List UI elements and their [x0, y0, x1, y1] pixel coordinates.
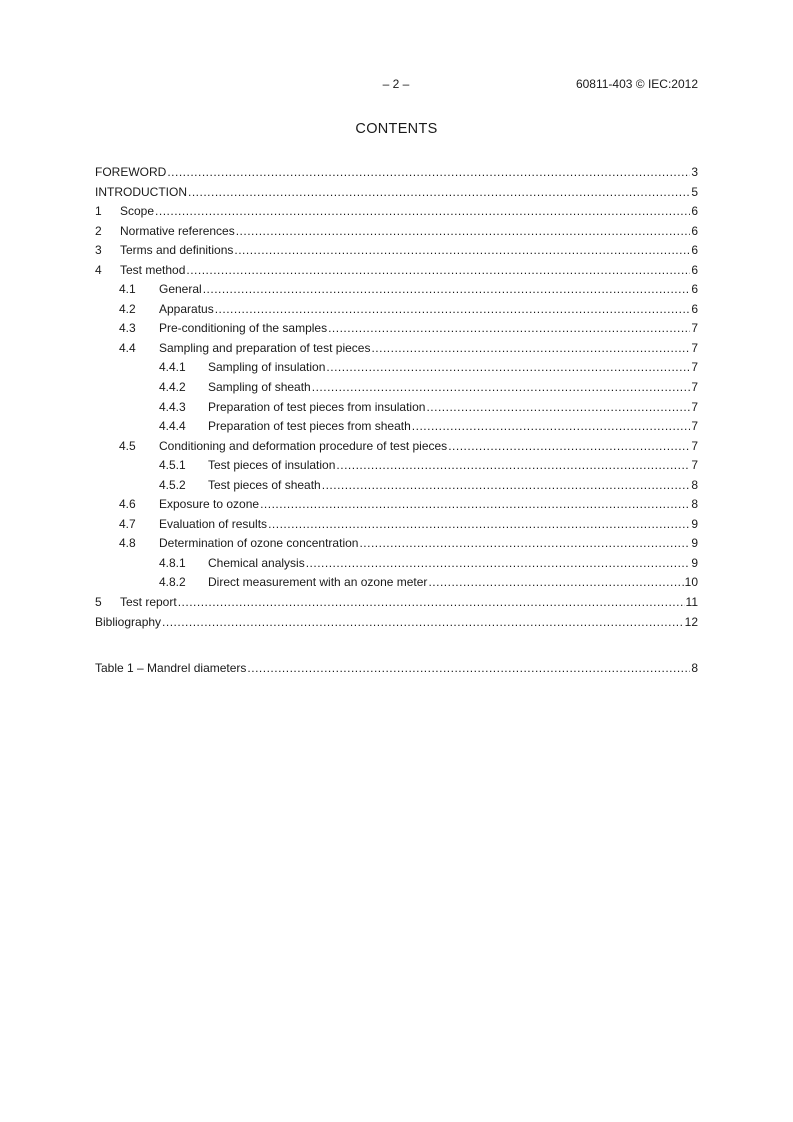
toc-entry-page: 7: [691, 419, 698, 434]
toc-entry-number: 4.4.2: [159, 380, 186, 395]
toc-entry-number: 5: [95, 595, 102, 610]
dot-leader: [428, 573, 683, 593]
dot-leader: [312, 378, 691, 398]
toc-entry-page: 7: [691, 458, 698, 473]
toc-entry[interactable]: [95, 319, 698, 339]
dot-leader: [215, 300, 691, 320]
toc-entry-number: 4.3: [119, 321, 136, 336]
toc-entry[interactable]: [95, 300, 698, 320]
toc-entry-title: Table 1 – Mandrel diameters: [95, 661, 247, 676]
dot-leader: [178, 593, 685, 613]
dot-leader: [155, 202, 690, 222]
toc-entries: [95, 163, 698, 632]
toc-entry-page: 9: [691, 555, 698, 570]
toc-entry-number: 4.8.1: [159, 555, 186, 570]
list-of-tables: [95, 659, 698, 679]
toc-entry-number: 4.5.2: [159, 477, 186, 492]
toc-entry-title: Test pieces of sheath: [208, 477, 321, 492]
toc-entry-number: 4.5.1: [159, 458, 186, 473]
toc-entry-number: 4.5: [119, 438, 136, 453]
toc-entry[interactable]: [95, 241, 698, 261]
toc-entry[interactable]: [95, 593, 698, 613]
toc-entry-number: 4.4: [119, 340, 136, 355]
document-identifier: 60811-403 © IEC:2012: [575, 77, 698, 91]
dot-leader: [162, 613, 684, 633]
dot-leader: [448, 437, 690, 457]
toc-entry-page: 7: [691, 399, 698, 414]
toc-entry-page: 3: [691, 165, 698, 179]
toc-entry-number: 4.2: [119, 301, 136, 316]
toc-entry-title: Test pieces of insulation: [208, 458, 336, 473]
toc-entry-number: 4.6: [119, 497, 136, 512]
table-of-contents: [95, 163, 698, 679]
toc-entry-title: Scope: [120, 204, 155, 219]
toc-entry-title: Test method: [120, 262, 186, 277]
toc-entry[interactable]: [95, 378, 698, 398]
dot-leader: [426, 398, 690, 418]
toc-entry[interactable]: [95, 476, 698, 496]
toc-entry[interactable]: [95, 398, 698, 418]
toc-entry[interactable]: [95, 339, 698, 359]
toc-entry-title: Normative references: [120, 223, 235, 238]
toc-entry-page: 11: [685, 595, 698, 610]
dot-leader: [234, 241, 690, 261]
toc-entry-number: 4.4.3: [159, 399, 186, 414]
toc-entry-title: Exposure to ozone: [159, 497, 260, 512]
toc-entry-page: 6: [691, 282, 698, 297]
toc-entry-page: 6: [691, 262, 698, 277]
toc-entry[interactable]: [95, 515, 698, 535]
toc-entry-title: Sampling of sheath: [208, 380, 311, 395]
dot-leader: [188, 183, 690, 203]
toc-entry-number: 4.1: [119, 282, 136, 297]
toc-entry-title: Pre-conditioning of the samples: [159, 321, 328, 336]
toc-entry-page: 8: [691, 477, 698, 492]
dot-leader: [412, 417, 691, 437]
toc-entry-page: 7: [691, 340, 698, 355]
toc-entry-title: Determination of ozone concentration: [159, 536, 359, 551]
dot-leader: [268, 515, 690, 535]
toc-entry-number: 4.4.4: [159, 419, 186, 434]
toc-entry[interactable]: [95, 222, 698, 242]
toc-entry-title: General: [159, 282, 202, 297]
dot-leader: [203, 280, 691, 300]
dot-leader: [306, 554, 691, 574]
toc-entry[interactable]: [95, 456, 698, 476]
toc-entry[interactable]: [95, 554, 698, 574]
dot-leader: [328, 319, 690, 339]
toc-entry-title: Evaluation of results: [159, 516, 268, 531]
toc-entry-number: 3: [95, 243, 102, 258]
toc-entry-title: Direct measurement with an ozone meter: [208, 575, 428, 590]
toc-entry[interactable]: [95, 659, 698, 679]
toc-entry[interactable]: [95, 163, 698, 183]
dot-leader: [260, 495, 690, 515]
toc-entry[interactable]: [95, 534, 698, 554]
dot-leader: [322, 476, 691, 496]
page-number: – 2 –: [382, 77, 410, 91]
toc-entry-page: 10: [684, 575, 698, 590]
toc-entry[interactable]: [95, 358, 698, 378]
toc-entry-title: Preparation of test pieces from sheath: [208, 419, 411, 434]
toc-entry-number: 4.8.2: [159, 575, 186, 590]
toc-entry-page: 6: [691, 301, 698, 316]
toc-entry-title: Test report: [120, 595, 177, 610]
toc-entry-title: Chemical analysis: [208, 555, 305, 570]
toc-entry[interactable]: [95, 261, 698, 281]
toc-entry[interactable]: [95, 613, 698, 633]
dot-leader: [371, 339, 690, 359]
toc-entry-number: 1: [95, 204, 102, 219]
dot-leader: [186, 261, 690, 281]
toc-entry-page: 7: [691, 380, 698, 395]
toc-entry[interactable]: [95, 280, 698, 300]
toc-entry[interactable]: [95, 202, 698, 222]
toc-entry-page: 7: [691, 360, 698, 375]
toc-entry-title: Preparation of test pieces from insulation: [208, 399, 426, 414]
toc-entry-title: Terms and definitions: [120, 243, 234, 258]
toc-entry-page: 9: [691, 536, 698, 551]
dot-leader: [167, 163, 690, 183]
toc-entry-number: 4: [95, 262, 102, 277]
dot-leader: [326, 358, 690, 378]
toc-entry-number: 4.7: [119, 516, 136, 531]
dot-leader: [247, 659, 690, 679]
toc-entry-page: 8: [691, 661, 698, 676]
dot-leader: [359, 534, 690, 554]
toc-entry-title: FOREWORD: [95, 165, 167, 179]
toc-gap: [95, 632, 698, 659]
toc-entry-page: 8: [691, 497, 698, 512]
toc-entry-page: 12: [684, 614, 698, 629]
toc-entry-number: 2: [95, 223, 102, 238]
toc-entry[interactable]: [95, 495, 698, 515]
toc-entry[interactable]: [95, 417, 698, 437]
toc-entry-page: 9: [691, 516, 698, 531]
toc-entry-page: 6: [691, 223, 698, 238]
contents-heading: CONTENTS: [355, 121, 438, 137]
toc-entry-page: 7: [691, 321, 698, 336]
dot-leader: [336, 456, 690, 476]
toc-entry[interactable]: [95, 573, 698, 593]
toc-entry-title: Bibliography: [95, 614, 162, 629]
toc-entry-title: INTRODUCTION: [95, 184, 187, 199]
toc-entry-page: 6: [691, 204, 698, 219]
dot-leader: [236, 222, 691, 242]
toc-entry-page: 7: [691, 438, 698, 453]
toc-entry[interactable]: [95, 437, 698, 457]
toc-entry-title: Conditioning and deformation procedure of test pieces: [159, 438, 448, 453]
toc-entry-title: Sampling and preparation of test pieces: [159, 340, 371, 355]
toc-entry-number: 4.8: [119, 536, 136, 551]
toc-entry-number: 4.4.1: [159, 360, 186, 375]
toc-entry[interactable]: [95, 183, 698, 203]
toc-entry-title: Sampling of insulation: [208, 360, 326, 375]
toc-entry-page: 5: [691, 184, 698, 199]
toc-entry-title: Apparatus: [159, 301, 214, 316]
toc-entry-page: 6: [691, 243, 698, 258]
